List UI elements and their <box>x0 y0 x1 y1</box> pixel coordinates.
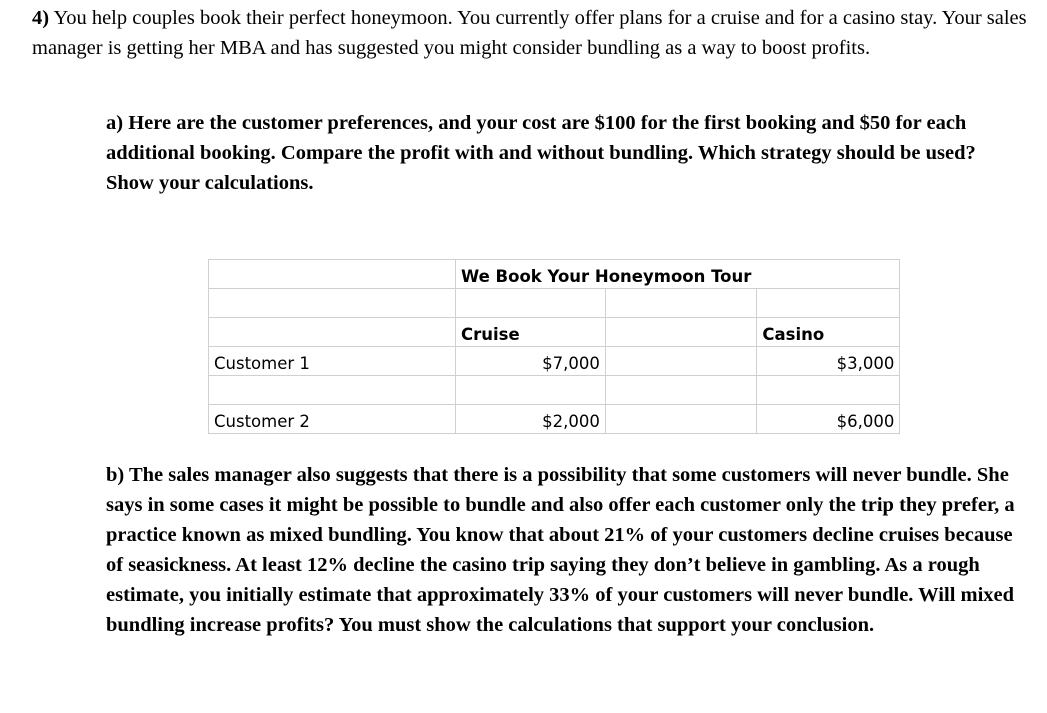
casino-value: $3,000 <box>757 347 900 376</box>
part-b-text: b) The sales manager also suggests that there is a possibility that some customers will never bundle. She says in some cases it might be possible to bundle and also offer each customer only the trip they prefer, a practice known as mixed bundling. You know that about 21% of your customers decline cruises because of seasickness. At least 12% decline the casino trip saying they don’t believe in gambling. As a rough estimate, you initially estimate that approximately 33% of your customers will never bundle. Will mixed bundling increase profits? You must show the calculations that support your conclusion. <box>106 464 1015 636</box>
question-intro-text: You help couples book their perfect honeymoon. You currently offer plans for a cruise and for a casino stay. Your sales manager is getting her MBA and has suggested you might consider bundling as a way to boost profits. <box>32 7 1027 59</box>
row-label: Customer 1 <box>209 347 456 376</box>
preferences-table <box>208 259 900 434</box>
row-label: Customer 2 <box>209 405 456 434</box>
cruise-value: $2,000 <box>456 405 606 434</box>
table-title: We Book Your Honeymoon Tour <box>456 260 757 289</box>
table-header-row <box>209 318 900 347</box>
casino-value: $6,000 <box>757 405 900 434</box>
table-title-row <box>209 260 900 289</box>
table-row <box>209 289 900 318</box>
table-row <box>209 376 900 405</box>
table-row-customer-1 <box>209 347 900 376</box>
part-a-text: a) Here are the customer preferences, and your cost are $100 for the first booking and $50 for each additional booking. Compare the profit with and without bundling. Which strategy should be used? Show your calculations. <box>106 112 976 194</box>
table-row-customer-2 <box>209 405 900 434</box>
column-header-casino: Casino <box>757 318 900 347</box>
question-intro <box>32 3 1032 63</box>
column-header-cruise: Cruise <box>456 318 606 347</box>
question-number: 4) <box>32 7 50 29</box>
cruise-value: $7,000 <box>456 347 606 376</box>
